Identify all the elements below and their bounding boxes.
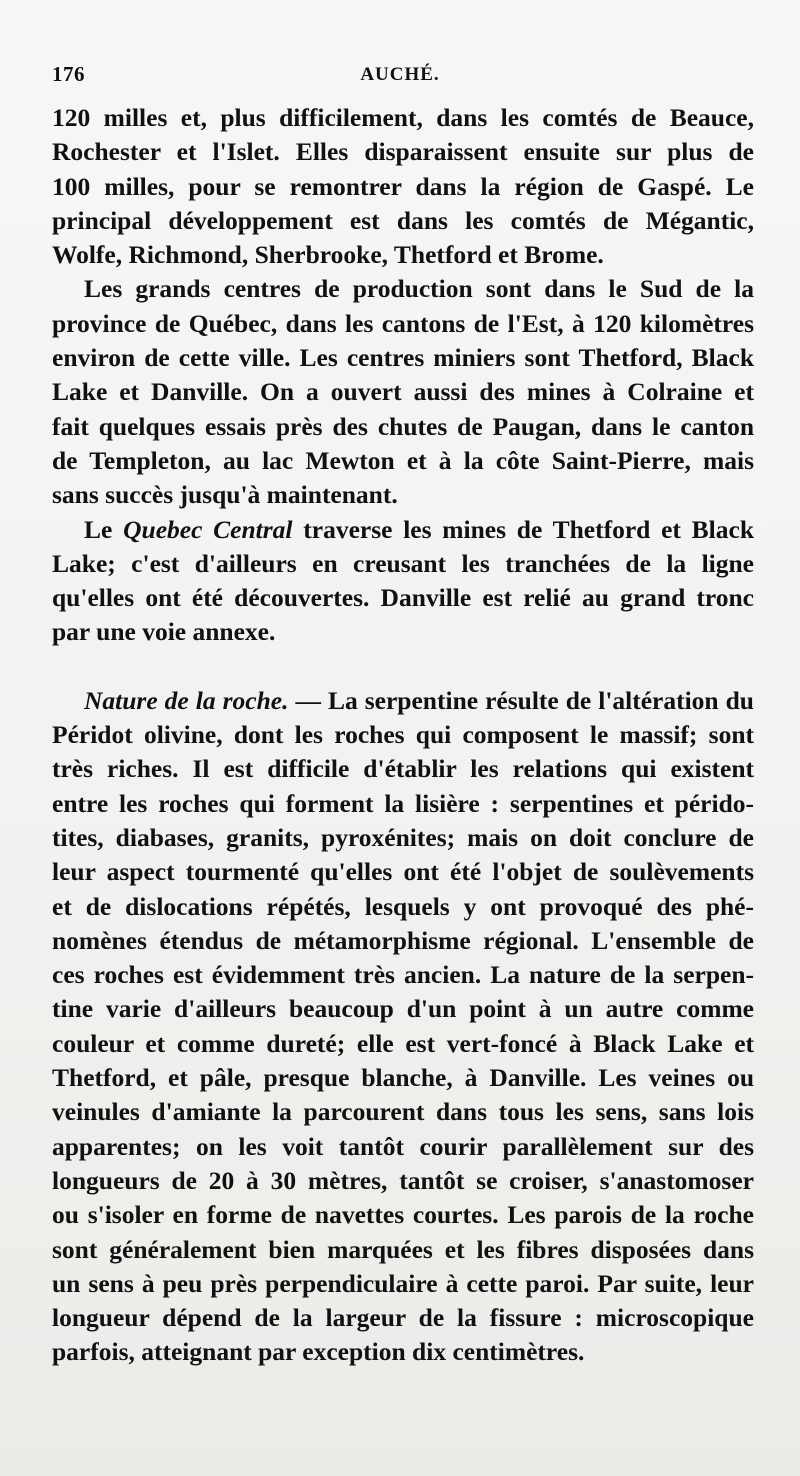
section-heading: Nature de la roche. — [84, 685, 289, 715]
text-line: et de dislocations répétés, lesquels y ont provoqué des phé- — [52, 891, 754, 921]
text-line: un sens à peu près perpendiculaire à cette paroi. Par suite, leur — [52, 1268, 754, 1298]
text-line: leur aspect tourmenté qu'elles ont été l'objet de soulèvements — [52, 857, 754, 887]
text-line: de Templeton, au lac Mewton et à la côte Saint-Pierre, mais — [52, 445, 754, 475]
text-run: — La serpentine résulte de l'altération du — [288, 685, 754, 715]
text-line: 120 milles et, plus difficilement, dans les comtés de Beauce, — [52, 103, 754, 132]
text-line: fait quelques essais près des chutes de Paugan, dans le canton — [52, 411, 754, 441]
text-line: longueurs de 20 à 30 mètres, tantôt se croiser, s'anastomoser — [52, 1165, 754, 1195]
page-number: 176 — [52, 62, 85, 86]
text-line: Les grands centres de production sont dans le Sud de la — [84, 274, 754, 304]
text-line: Péridot olivine, dont les roches qui composent le massif; sont — [52, 720, 754, 750]
text-line: Lake et Danville. On a ouvert aussi des mines à Colraine et — [52, 377, 754, 407]
text-line: veinules d'amiante la parcourent dans tous les sens, sans lois — [52, 1097, 754, 1127]
text-line: tites, diabases, granits, pyroxénites; mais on doit conclure de — [52, 822, 754, 852]
text-line: nomènes étendus de métamorphisme régional. L'ensemble de — [52, 925, 754, 955]
text-line: entre les roches qui forment la lisière : serpentines et pérido- — [52, 788, 754, 818]
text-line: Thetford, et pâle, presque blanche, à Danville. Les veines ou — [52, 1063, 754, 1093]
text-line: Lake; c'est d'ailleurs en creusant les tranchées de la ligne — [52, 548, 754, 578]
text-line: par une voie annexe. — [52, 617, 276, 647]
text-line: sans succès jusqu'à maintenant. — [52, 480, 398, 510]
text-line: principal développement est dans les comtés de Mégantic, — [52, 205, 754, 235]
section-gap — [52, 650, 754, 684]
text-line — [52, 513, 754, 547]
text-line: province de Québec, dans les cantons de l'Est, à 120 kilomètres — [52, 308, 754, 338]
text-line: ou s'isoler en forme de navettes courtes. Les parois de la roche — [52, 1200, 754, 1230]
paragraph-2 — [52, 272, 754, 512]
text-line: sont généralement bien marquées et les fibres disposées dans — [52, 1234, 754, 1264]
text-line: tine varie d'ailleurs beaucoup d'un point à un autre comme — [52, 994, 754, 1024]
text-line: parfois, atteignant par exception dix centimètres. — [52, 1337, 585, 1367]
text-line: longueur dépend de la largeur de la fissure : microscopique — [52, 1303, 754, 1333]
running-title: AUCHÉ. — [360, 64, 440, 85]
text-line: très riches. Il est difficile d'établir les relations qui existent — [52, 754, 754, 784]
paragraph-4 — [52, 684, 754, 1370]
text-line: 100 milles, pour se remontrer dans la région de Gaspé. Le — [52, 171, 754, 201]
text-run: traverse les mines de Thetford et Black — [292, 514, 755, 544]
text-line: ces roches est évidemment très ancien. La nature de la serpen- — [52, 960, 754, 990]
text-line: Rochester et l'Islet. Elles disparaissent ensuite sur plus de — [52, 137, 754, 167]
text-line: apparentes; on les voit tantôt courir parallèlement sur des — [52, 1131, 754, 1161]
text-line: qu'elles ont été découvertes. Danville est relié au grand tronc — [52, 583, 754, 613]
paragraph-3 — [52, 513, 754, 650]
text-line — [52, 684, 754, 718]
text-line: environ de cette ville. Les centres miniers sont Thetford, Black — [52, 343, 754, 373]
text-run: Le — [84, 514, 124, 544]
text-line: Wolfe, Richmond, Sherbrooke, Thetford et Brome. — [52, 240, 604, 270]
body-text — [52, 101, 754, 1370]
paragraph-1 — [52, 101, 754, 272]
text-line: couleur et comme dureté; elle est vert-foncé à Black Lake et — [52, 1028, 754, 1058]
railway-name: Quebec Central — [123, 514, 293, 544]
